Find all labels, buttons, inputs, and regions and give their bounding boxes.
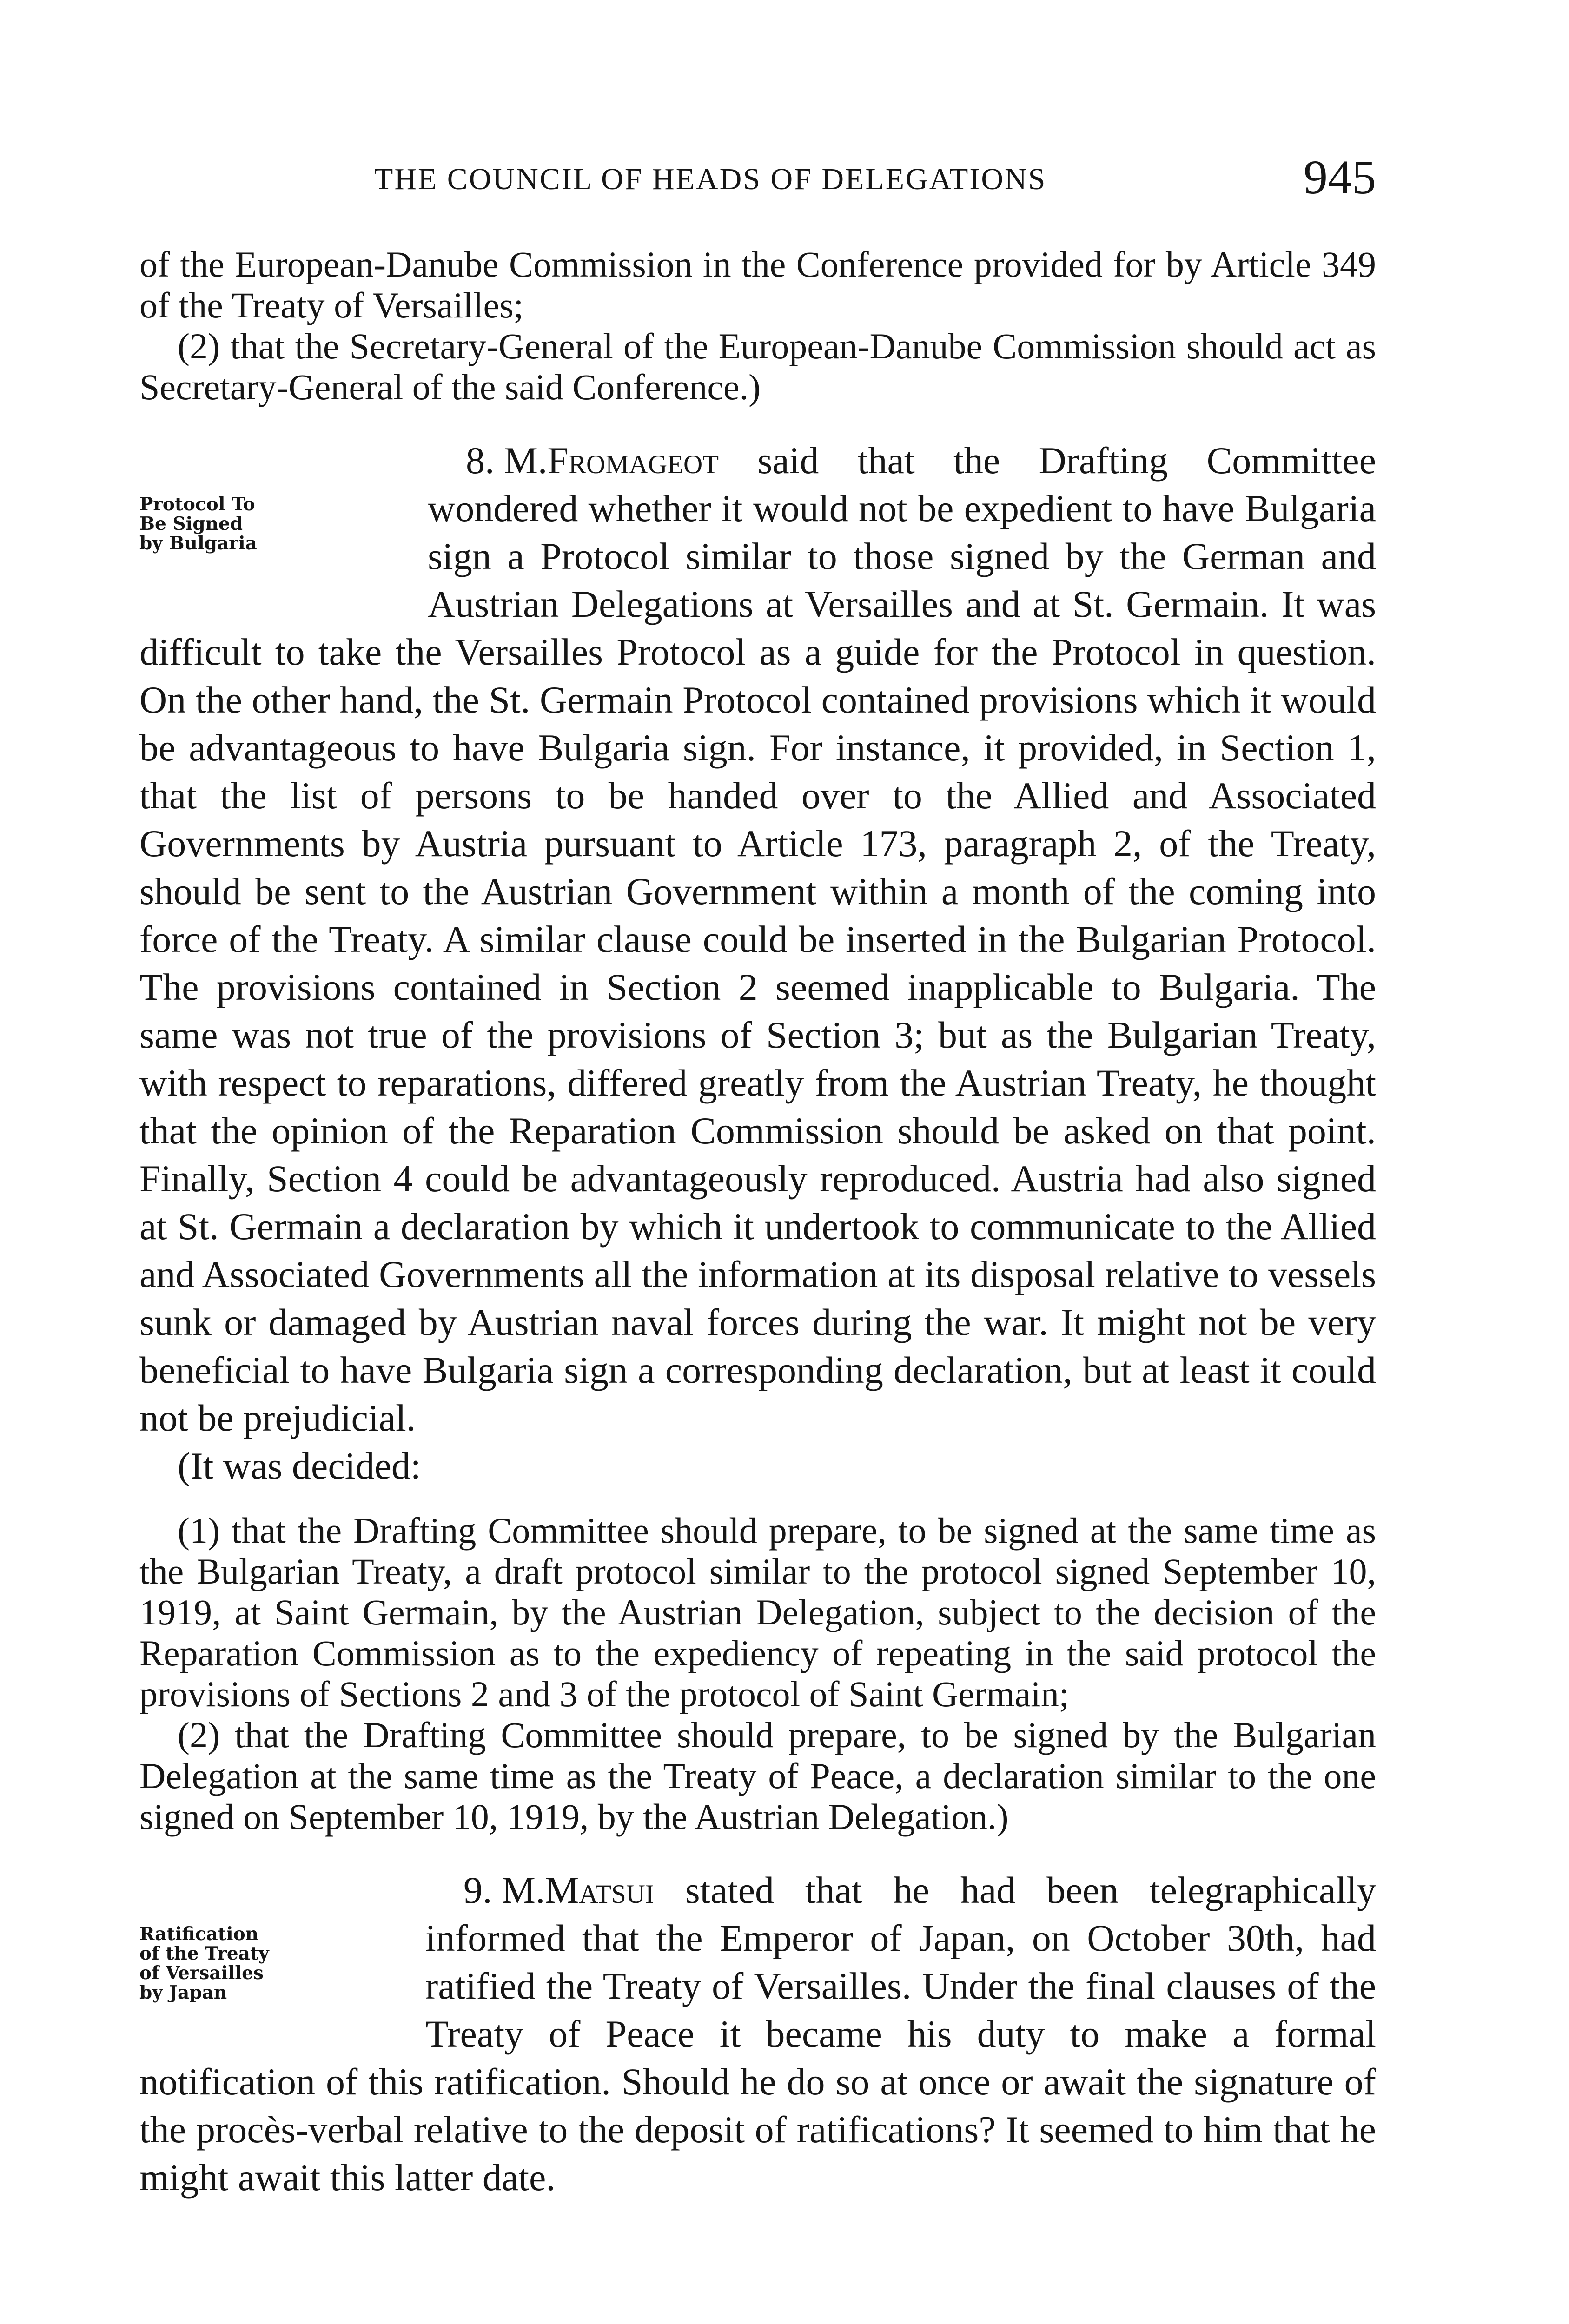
item-8-number: 8. M. [466,439,548,482]
paragraph-continuation: of the European-Danube Commission in the Conference provided for by Article 349 of the Treaty of Versailles; [139,244,1376,325]
speaker-name: Fromageot [547,439,719,482]
margin-note-text [139,495,257,553]
paragraph-secretary-general: (2) that the Secretary-General of the European-Danube Commission should act as Secretary-General of the said Conference.) [139,326,1376,407]
item-9-block [139,1866,1376,2201]
margin-note-line: Be Signed [139,513,243,535]
margin-note-line: Ratification [139,1923,258,1945]
margin-note-line: of the Treaty [139,1943,269,1964]
margin-note-ratification [139,1914,425,2058]
margin-note-text [139,1924,269,2002]
paragraph-it-was-decided: (It was decided: [178,1445,421,1487]
margin-note-line: by Bulgaria [139,533,257,554]
item-8-text: said that the Drafting Committee wondered whether it would not be expedient to have Bulgaria sign a Protocol similar to those signed by the German and Austrian Delegations at Versailles and at St. Germain. It was difficult to take the Versailles Protocol as a guide for the Protocol in question. On the other hand, the St. Germain Protocol contained provisions which it would be advantageous to have Bulgaria sign. For instance, it provided, in Section 1, that the list of persons to be handed over to the Allied and Associated Governments by Austria pursuant to Article 173, paragraph 2, of the Treaty, should be sent to the Austrian Government within a month of the coming into force of the Treaty. A similar clause could be inserted in the Bulgarian Protocol. The provisions contained in Section 2 seemed inapplicable to Bulgaria. The same was not true of the provisions of Section 3; but as the Bulgarian Treaty, with respect to reparations, differed greatly from the Austrian Treaty, he thought that the opinion of the Reparation Commission should be asked on that point. Finally, Section 4 could be advantageously reproduced. Austria had also signed at St. Germain a declaration by which it undertook to communicate to the Allied and Associated Governments all the information at its disposal relative to vessels sunk or damaged by Austrian naval forces during the war. It might not be very beneficial to have Bulgaria sign a corresponding declaration, but at least it could not be prejudicial. [139,439,1376,1439]
margin-note-protocol-bulgaria [139,484,428,628]
paragraph-decision-1: (1) that the Drafting Committee should prepare, to be signed at the same time as the Bulgarian Treaty, a draft protocol similar to the protocol signed September 10, 1919, at Saint Germain, by the Austrian Delegation, subject to the decision of the Reparation Commission as to the expediency of repeating in the said protocol the provisions of Sections 2 and 3 of the protocol of Saint Germain; [139,1510,1376,1714]
item-9-text: stated that he had been telegraphically informed that the Emperor of Japan, on October 30th, had ratified the Treaty of Versailles. Under the final clauses of the Treaty of Peace it became his duty to make a formal notification of this ratification. Should he do so at once or await the signature of the procès-verbal relative to the deposit of ratifications? It seemed to him that he might await this latter date. [139,1869,1376,2199]
running-head [139,150,1376,204]
margin-note-line: of Versailles [139,1962,264,1984]
page-body [139,244,1376,2201]
paragraph-decision-2: (2) that the Drafting Committee should prepare, to be signed by the Bulgarian Delegation at the same time as the Treaty of Peace, a declaration similar to the one signed on September 10, 1919, by the Austrian Delegation.) [139,1715,1376,1837]
running-title: THE COUNCIL OF HEADS OF DELEGATIONS [374,162,1047,196]
item-9-number: 9. M. [463,1869,545,1911]
speaker-name: Matsui [545,1869,654,1911]
page-number: 945 [1304,151,1376,204]
margin-note-line: by Japan [139,1982,227,2003]
item-8-block [139,436,1376,1442]
margin-note-line: Protocol To [139,494,255,515]
